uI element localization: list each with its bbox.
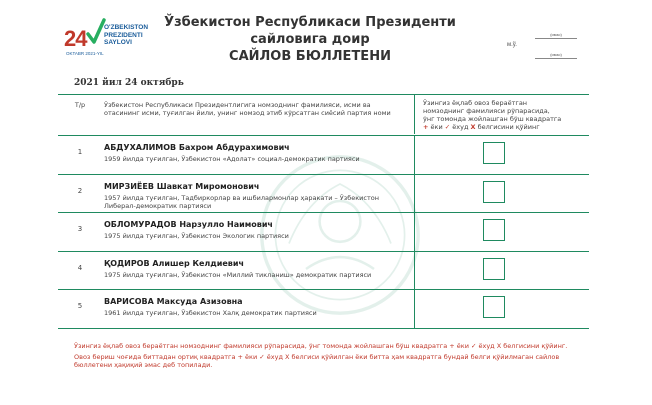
- candidate-name: ВАРИСОВА Максуда Азизовна: [104, 297, 243, 306]
- voting-instructions: [74, 342, 574, 372]
- signature-line-1: (имзо): [535, 32, 577, 39]
- candidate-info: 1961 йилда туғилган, Ўзбекистон Халқ демократик партияси: [104, 309, 317, 317]
- table-row: [58, 175, 589, 214]
- candidate-name: АБДУХАЛИМОВ Бахром Абдурахимович: [104, 143, 290, 152]
- candidate-name: ҚОДИРОВ Алишер Келдиевич: [104, 258, 244, 268]
- candidate-name: ОБЛОМУРАДОВ Нарзулло Наимович: [104, 220, 273, 229]
- seal-place-label: м.ў.: [507, 42, 517, 48]
- vote-checkbox-2[interactable]: [483, 181, 505, 203]
- table-row: [58, 213, 589, 252]
- candidate-name: МИРЗИЁЕВ Шавкат Миромонович: [104, 181, 260, 191]
- candidate-number: 1: [77, 148, 83, 156]
- instruction-paragraph-1: Ўзингиз ёқлаб овоз берaётган номзоднинг фамилияси рўпарасида, ўнг томонда жойлашган бўш квадратга + ёки ✓ ёхуд X белгисини қўйинг.: [74, 342, 568, 350]
- candidate-number: 3: [77, 225, 83, 233]
- vote-checkbox-3[interactable]: [483, 219, 505, 241]
- candidate-info: 1959 йилда туғилган, Ўзбекистон «Адолат» социал-демократик партияси: [104, 155, 360, 163]
- table-row: [58, 136, 589, 175]
- candidate-info: 1957 йилда туғилган, Тадбиркорлар ва ишбилармонлар ҳаракати – Ўзбекистон Либерал-демократик партияси: [104, 193, 379, 210]
- mark-cell: [414, 252, 589, 290]
- candidate-number: 2: [77, 186, 83, 195]
- mark-cell: [414, 213, 589, 251]
- election-date: 2021 йил 24 октябрь: [74, 78, 184, 88]
- logo-number: 24: [64, 26, 87, 51]
- candidate-info: 1975 йилда туғилган, Ўзбекистон Экологик партияси: [104, 232, 289, 240]
- table-row: [58, 252, 589, 291]
- signature-line-2: (имзо): [535, 52, 577, 59]
- table-row: [58, 290, 589, 329]
- checkmark-icon: [86, 18, 106, 46]
- ballot-table: [58, 94, 589, 329]
- mark-cell: [414, 290, 589, 328]
- header-number: Т/р: [74, 101, 86, 109]
- instruction-paragraph-2: Овоз бериш чоғида биттадан ортиқ квадратга + ёки ✓ ёхуд X белгиси қўйилган ёки битта ҳам квадратга бундай белги қўйилмаган сайлов бюллетени ҳақиқий эмас деб топилади.: [74, 352, 560, 369]
- logo-subtext: OKTABR 2021-YIL: [66, 51, 104, 56]
- mark-cell: [414, 175, 589, 213]
- table-header: [58, 94, 589, 136]
- candidate-number: 4: [77, 263, 83, 272]
- vote-checkbox-4[interactable]: [483, 258, 505, 280]
- header-name: Ўзбекистон Республикаси Президентлигига номзоднинг фамилияси, исми ва отасининг исми, туғилган йили, унинг номзод этиб кўрсатган сиёсий партия номи: [104, 101, 391, 117]
- vote-checkbox-1[interactable]: [483, 142, 505, 164]
- mark-cell: [414, 136, 589, 174]
- candidate-number: 5: [77, 302, 83, 310]
- candidate-info: 1975 йилда туғилган, Ўзбекистон «Миллий тикланиш» демократик партияси: [104, 270, 372, 279]
- logo-text: O'ZBEKISTON PREZIDENTI SAYLOVI: [104, 24, 149, 46]
- ballot-title: Ўзбекистон Республикаси Президенти сайловига доир САЙЛОВ БЮЛЛЕТЕНИ: [164, 15, 456, 64]
- vote-checkbox-5[interactable]: [483, 296, 505, 318]
- header-mark-instruction: Ўзингиз ёқлаб овоз берaётган номзоднинг фамилияси рўпарасида, ўнг томонда жойлашган бўш квадратга + ёки ✓ ёхуд X белгисини қўйинг: [414, 95, 589, 134]
